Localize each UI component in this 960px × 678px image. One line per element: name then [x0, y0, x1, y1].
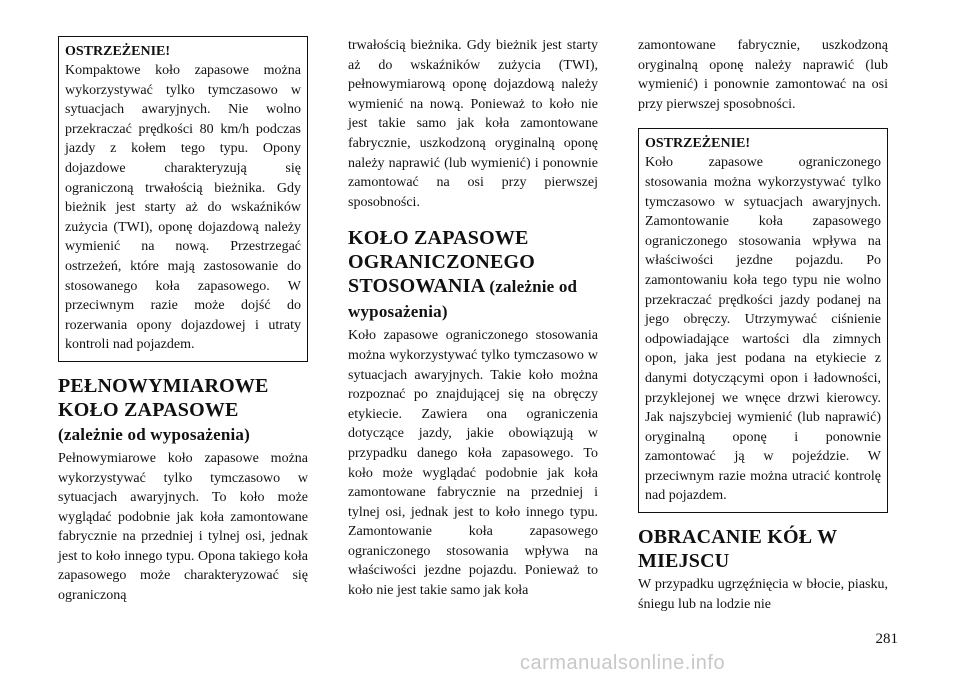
- warning-box-limited-use-spare: [638, 128, 888, 513]
- body-paragraph: W przypadku ugrzęźnięcia w błocie, piasku, śniegu lub na lodzie nie: [638, 577, 888, 612]
- column-3: [638, 36, 888, 614]
- body-paragraph-continued: zamontowane fabrycznie, uszkodzoną oryginalną oponę należy naprawić (lub wymienić) i ponownie zamontować na osi przy pierwszej sposobności.: [638, 38, 888, 112]
- heading-main: OBRACANIE KÓŁ W MIEJSCU: [638, 526, 837, 573]
- warning-title: OSTRZEŻENIE!: [65, 44, 171, 59]
- heading-sub: (zależnie od wyposażenia): [348, 277, 578, 322]
- section-heading-spinning-wheels: [638, 525, 888, 573]
- warning-text: Kompaktowe koło zapasowe można wykorzystywać tylko tymczasowo w sytuacjach awaryjnych. Nie wolno przekraczać prędkości 80 km/h podczas jazdy z kołem tego typu. Opony dojazdowe charakteryzują się ograniczoną trwałością bieżnika. Gdy bieżnik jest starty aż do wskaźników zużycia (TWI), oponę dojazdową należy wymienić na nową. Przestrzegać ostrzeżeń, które mają zastosowanie do stosowanego koła zapasowego. W przeciwnym razie może dojść do rozerwania opony dojazdowej i utraty kontroli nad pojazdem.: [65, 63, 301, 353]
- warning-text: Koło zapasowe ograniczonego stosowania można wykorzystywać tylko tymczasowo w sytuacjach awaryjnych. Zamontowanie koła zapasowego ograniczonego stosowania wpływa na właściwości jezdne pojazdu. Po zamontowaniu koła tego typu nie wolno przekraczać prędkości jazdy podanej na jego obręczy. Utrzymywać ciśnienie odpowiadające wartości dla zimnych opon, jaka jest podana na etykiecie z danymi dotyczącymi opon i ładowności, przyklejonej we wnęce drzwi kierowcy. Jak najszybciej wymienić (lub naprawić) oryginalną oponę i ponownie zamontować ją w pojeździe. W przeciwnym razie można utracić kontrolę nad pojazdem.: [645, 155, 881, 504]
- section-heading-full-size-spare: [58, 374, 308, 447]
- section-heading-limited-use-spare: [348, 226, 598, 324]
- heading-main: KOŁO ZAPASOWE OGRANICZONEGO STOSOWANIA: [348, 227, 536, 298]
- body-paragraph-continued: trwałością bieżnika. Gdy bieżnik jest starty aż do wskaźników zużycia (TWI), pełnowymiarową oponę dojazdową należy wymienić na nową. Ponieważ to koło nie jest takie samo jak koła zamontowane fabrycznie, uszkodzoną oryginalną oponę należy naprawić (lub wymienić) i ponownie zamontować na osi przy pierwszej sposobności.: [348, 38, 598, 210]
- body-paragraph: Koło zapasowe ograniczonego stosowania można wykorzystywać tylko tymczasowo w sytuacjach awaryjnych. Takie koło można rozpoznać po znajdującej się na obręczy etykiecie. Zawiera ona ograniczenia dotyczące jazdy, jakie obowiązują w przypadku danego koła zapasowego. To koło może wyglądać podobnie jak koła zamontowane fabrycznie na przedniej i tylnej osi, jednak jest to koło innego typu. Zamontowanie koła zapasowego ograniczonego stosowania wpływa na właściwości jezdne pojazdu. Ponieważ to koło nie jest takie samo jak koła: [348, 328, 598, 599]
- heading-sub: (zależnie od wyposażenia): [58, 424, 250, 444]
- warning-box-compact-spare: [58, 36, 308, 362]
- heading-main: PEŁNOWYMIAROWE KOŁO ZAPASOWE: [58, 374, 269, 421]
- warning-title: OSTRZEŻENIE!: [645, 136, 751, 152]
- watermark-text: carmanualsonline.info: [520, 652, 726, 674]
- body-paragraph: Pełnowymiarowe koło zapasowe można wykorzystywać tylko tymczasowo w sytuacjach awaryjnych. To koło może wyglądać podobnie jak koła zamontowane fabrycznie na przedniej i tylnej osi, jednak jest to koło innego typu. Opona takiego koła zapasowego może charakteryzować się ograniczoną: [58, 450, 308, 604]
- column-2: [348, 36, 598, 601]
- page-number: 281: [875, 631, 898, 647]
- column-1: [58, 36, 308, 606]
